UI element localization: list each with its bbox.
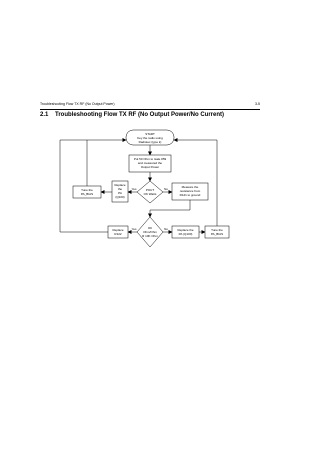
tune-pa-bias-right-line1: Tune the [211,228,223,232]
replace-r122-line2: R122 [114,232,122,236]
tune-pa-bias-left-line2: PA_BIAS [80,192,94,196]
ohm-no-label: No [164,227,168,231]
replace-pa-left-line4: (Q100) [115,195,125,199]
pout-no-label: No [164,187,168,191]
replace-pa-left-line2: the [117,187,123,191]
pout-decision-line2: OK Watts [143,192,157,196]
measure-resistance-line1: Measure the [181,185,199,189]
tune-pa-bias-right-line2: PA_BIAS [210,232,224,236]
ohm-decision-line3: R 10K Ohm [142,234,158,238]
replace-r122-line1: Replace [112,228,124,232]
start-text-line2: Key the radio using [137,136,163,140]
measure-output-line2: and measured the [137,161,163,165]
measure-resistance-line2: resistance from [179,189,201,193]
replace-pa-left-line1: Replace [114,183,126,187]
ohm-yes-label: Yes [131,227,137,231]
replace-pa-right-line1: Replace the [177,228,194,232]
start-text-line3: Radiotec (type k) [138,140,162,144]
ohm-decision-line2: Ohm/Ohm [143,230,157,234]
pout-yes-label: Yes [131,187,137,191]
page-number: 3-5 [254,102,260,106]
measure-output-line1: Put 50 Ohm to tsale #59 [133,157,167,161]
ohm-decision-line1: OK [147,226,153,230]
connector-measure-to-ohm [150,200,190,217]
measure-resistance-line3: R121 to ground [179,193,201,197]
running-header-title: Troubleshooting Flow TX RF (No Output Power) [40,102,115,106]
section-title: Troubleshooting Flow TX RF (No Output Power/No Current) [55,112,224,118]
replace-pa-right-line2: PA (Q100) [178,232,193,236]
tune-pa-bias-left-line1: Tune the [81,188,93,192]
connector-tune-to-start-left [87,140,126,186]
pout-decision-line1: POUT [145,188,155,192]
start-label: START [145,132,155,136]
measure-output-line3: Output Power [140,165,160,169]
section-number: 2.1 [40,112,49,118]
replace-pa-left-line3: PA [118,191,122,195]
